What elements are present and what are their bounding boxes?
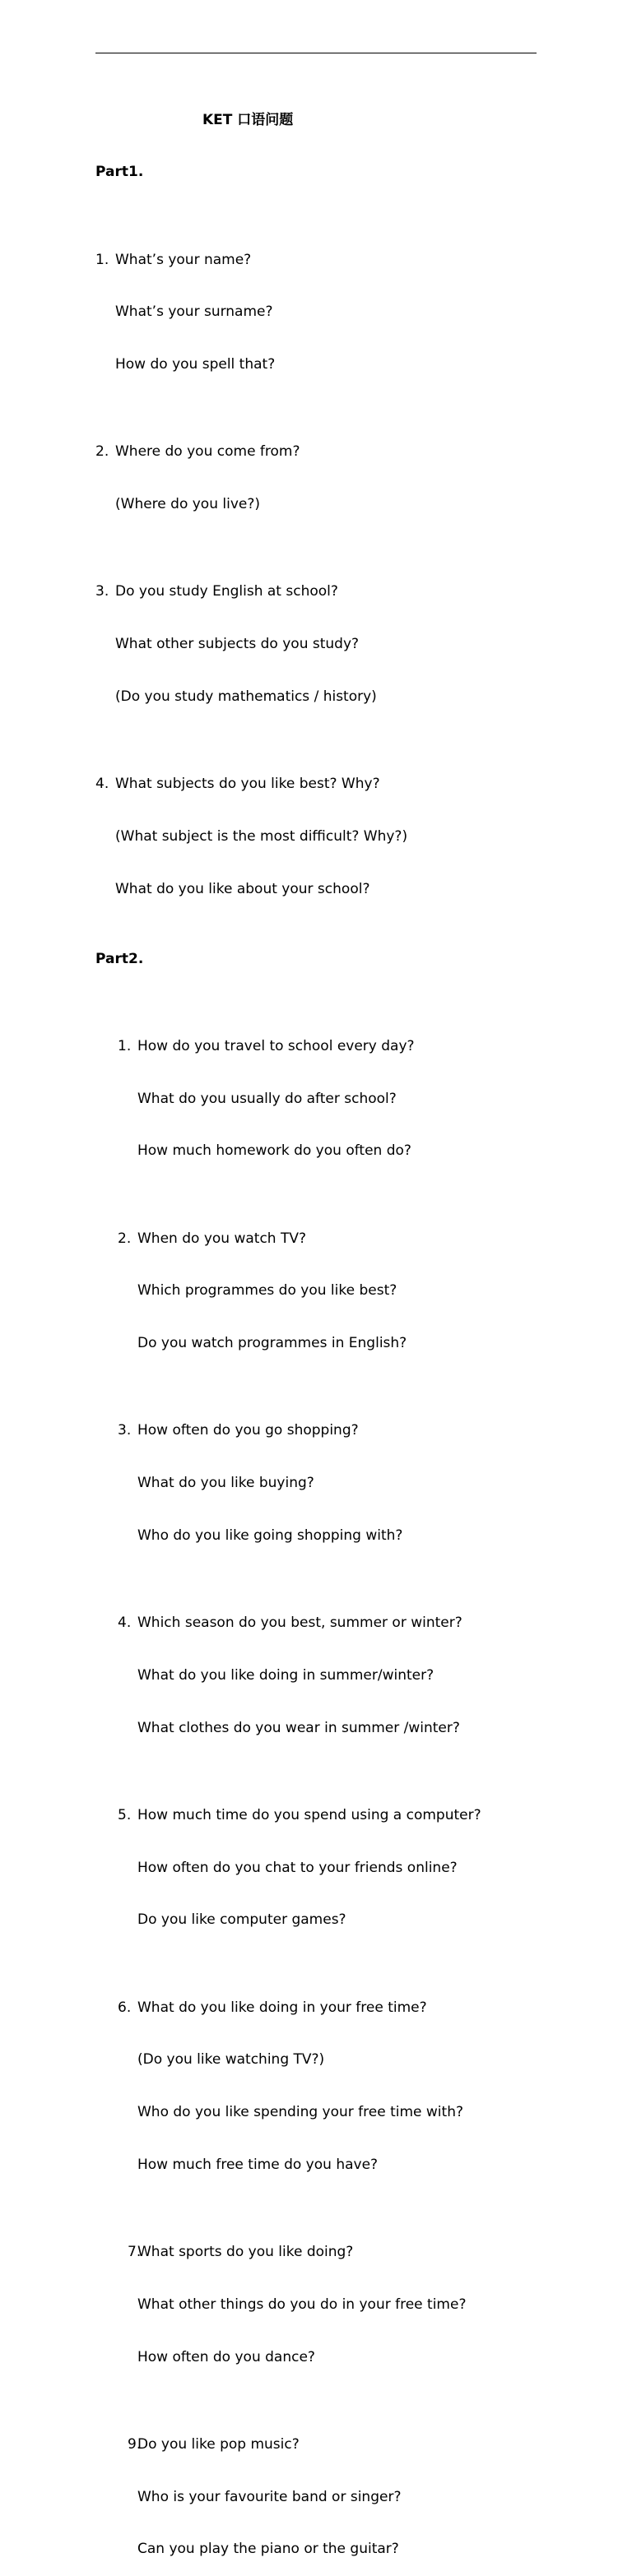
item-number: 1. [95,251,109,268]
question-text: (Do you like watching TV?) [137,2051,325,2069]
list-item [95,1422,481,1439]
question-text: Do you like computer games? [137,1911,346,1929]
question-text: How often do you go shopping? [137,1422,359,1439]
question-text: What do you like about your school? [115,880,370,897]
question-text: How much free time do you have? [137,2156,379,2173]
list-item [95,2436,481,2453]
item-number: 5. [118,1806,132,1823]
question-text: Which season do you best, summer or winter? [137,1615,462,1631]
item-number: 2. [95,443,109,461]
item-number: 7. [128,2244,142,2260]
question-text: When do you watch TV? [137,1230,307,1247]
question-text: How much time do you spend using a computer? [137,1806,481,1823]
question-text: How often do you dance? [137,2348,315,2365]
item-number: 2. [118,1230,132,1247]
question-text: How do you spell that? [115,356,276,373]
list-item [95,1615,481,1632]
question-text: What other subjects do you study? [115,636,360,652]
question-text: What subjects do you like best? Why? [115,776,380,792]
list-item [95,2244,481,2261]
document-title: KET 口语问题 [202,111,294,128]
question-text: What do you like doing in summer/winter? [137,1666,434,1684]
question-text: Who do you like spending your free time with? [137,2104,463,2120]
question-text: Who is your favourite band or singer? [137,2488,402,2505]
question-text: How often do you chat to your friends online? [137,1859,458,1876]
question-text: (What subject is the most difficult? Why?) [115,827,408,845]
question-text: What’s your surname? [115,303,273,321]
document-body [95,76,481,2576]
list-item [95,1999,481,2017]
list-item [95,1038,481,1055]
question-text: Do you study English at school? [115,583,338,600]
question-text: What do you like buying? [137,1475,314,1491]
question-text: What’s your name? [115,251,252,268]
question-text: Where do you come from? [115,443,300,461]
question-text: Can you play the piano or the guitar? [137,2541,399,2558]
question-text: (Where do you live?) [115,496,261,512]
question-text: What do you usually do after school? [137,1090,397,1107]
question-text: What other things do you do in your free time? [137,2296,467,2313]
list-item [95,1807,481,1824]
list-item [95,252,481,269]
question-text: Which programmes do you like best? [137,1282,397,1300]
item-number: 6. [118,1999,132,2016]
item-number: 3. [118,1422,132,1439]
item-number: 4. [118,1615,132,1631]
question-text: (Do you study mathematics / history) [115,688,377,705]
question-text: Who do you like going shopping with? [137,1527,403,1544]
list-item [95,583,481,600]
item-number: 3. [95,583,109,600]
part1-heading: Part1. [95,164,144,181]
question-text: Do you like pop music? [137,2435,300,2453]
item-number: 9. [128,2435,142,2453]
question-text: Do you watch programmes in English? [137,1335,407,1351]
list-item [95,443,481,461]
list-item [95,776,481,793]
item-number: 4. [95,776,109,792]
question-text: What do you like doing in your free time? [137,1999,427,2016]
question-text: How do you travel to school every day? [137,1037,415,1054]
question-text: How much homework do you often do? [137,1142,411,1160]
question-text: What clothes do you wear in summer /winter? [137,1719,460,1736]
item-number: 1. [118,1037,132,1054]
part2-heading: Part2. [95,950,144,967]
question-text: What sports do you like doing? [137,2244,354,2260]
list-item [95,1230,481,1248]
